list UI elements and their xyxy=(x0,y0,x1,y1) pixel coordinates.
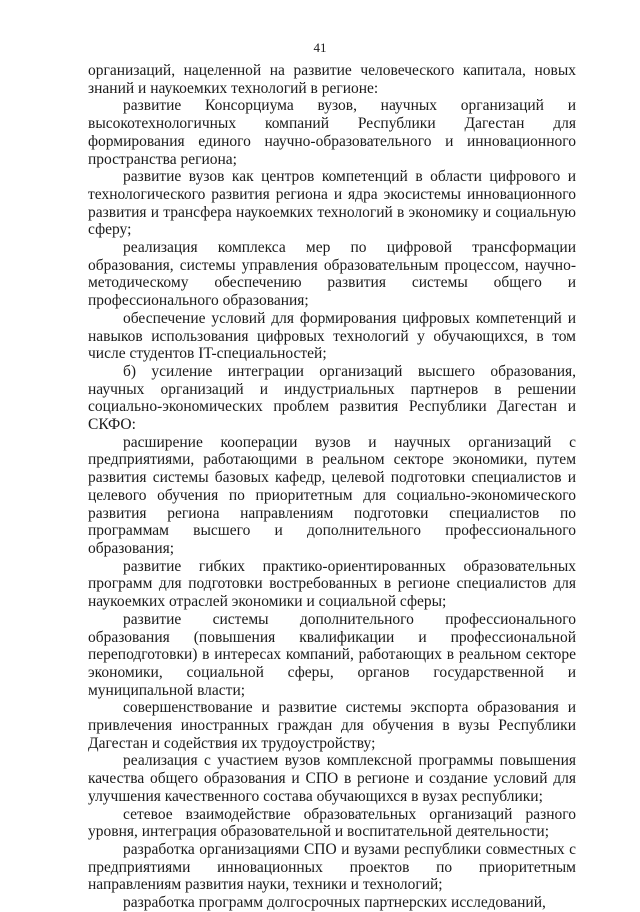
paragraph-11: сетевое взаимодействие образовательных организаций разного уровня, интеграция образовательной и воспитательной деятельности; xyxy=(88,805,576,841)
paragraph-10: реализация с участием вузов комплексной программы повышения качества общего образования и СПО в регионе и создание условий для улучшения качественного состава обучающихся в вузах республики; xyxy=(88,752,576,805)
paragraph-5: б) усиление интеграции организаций высшего образования, научных организаций и индустриальных партнеров в решении социально-экономических проблем развития Республики Дагестан и СКФО: xyxy=(88,362,576,434)
paragraph-6: расширение кооперации вузов и научных организаций с предприятиями, работающими в реальном секторе экономики, путем развития системы базовых кафедр, целевой подготовки специалистов и целевого обучения по приоритетным для социально-экономического развития региона направлениям подготовки специалистов по программам высшего и дополнительного профессионального образования; xyxy=(88,433,576,557)
paragraph-9: совершенствование и развитие системы экспорта образования и привлечения иностранных граждан для обучения в вузы Республики Дагестан и содействия их трудоустройству; xyxy=(88,699,576,752)
paragraph-8: развитие системы дополнительного профессионального образования (повышения квалификации и профессиональной переподготовки) в интересах компаний, работающих в реальном секторе экономики, социальной сферы, органов государственной и муниципальной власти; xyxy=(88,610,576,699)
paragraph-13: разработка программ долгосрочных партнерских исследований, xyxy=(123,894,546,912)
paragraph-4: обеспечение условий для формирования цифровых компетенций и навыков использования цифровых технологий у обучающихся, в том числе студентов IT-специальностей; xyxy=(88,309,576,363)
paragraph-2: развитие вузов как центров компетенций в области цифрового и технологического развития региона и ядра экосистемы инновационного развития и трансфера наукоемких технологий в экономику и социальную сферу; xyxy=(88,168,576,239)
document-body xyxy=(88,62,576,912)
paragraph-0: организаций, нацеленной на развитие человеческого капитала, новых знаний и наукоемких технологий в регионе: xyxy=(88,62,576,97)
paragraph-7: развитие гибких практико-ориентированных образовательных программ для подготовки востребованных в регионе специалистов для наукоемких отраслей экономики и социальной сферы; xyxy=(88,557,576,611)
page-number: 41 xyxy=(313,40,327,55)
paragraph-3: реализация комплекса мер по цифровой трансформации образования, системы управления образовательным процессом, научно-методическому обеспечению развития системы общего и профессионального образования; xyxy=(88,239,576,310)
paragraph-1: развитие Консорциума вузов, научных организаций и высокотехнологичных компаний Республики Дагестан для формирования единого научно-образовательного и инновационного пространства региона; xyxy=(88,97,576,168)
paragraph-12: разработка организациями СПО и вузами республики совместных с предприятиями инновационных проектов по приоритетным направлениям развития науки, техники и технологий; xyxy=(88,840,576,894)
